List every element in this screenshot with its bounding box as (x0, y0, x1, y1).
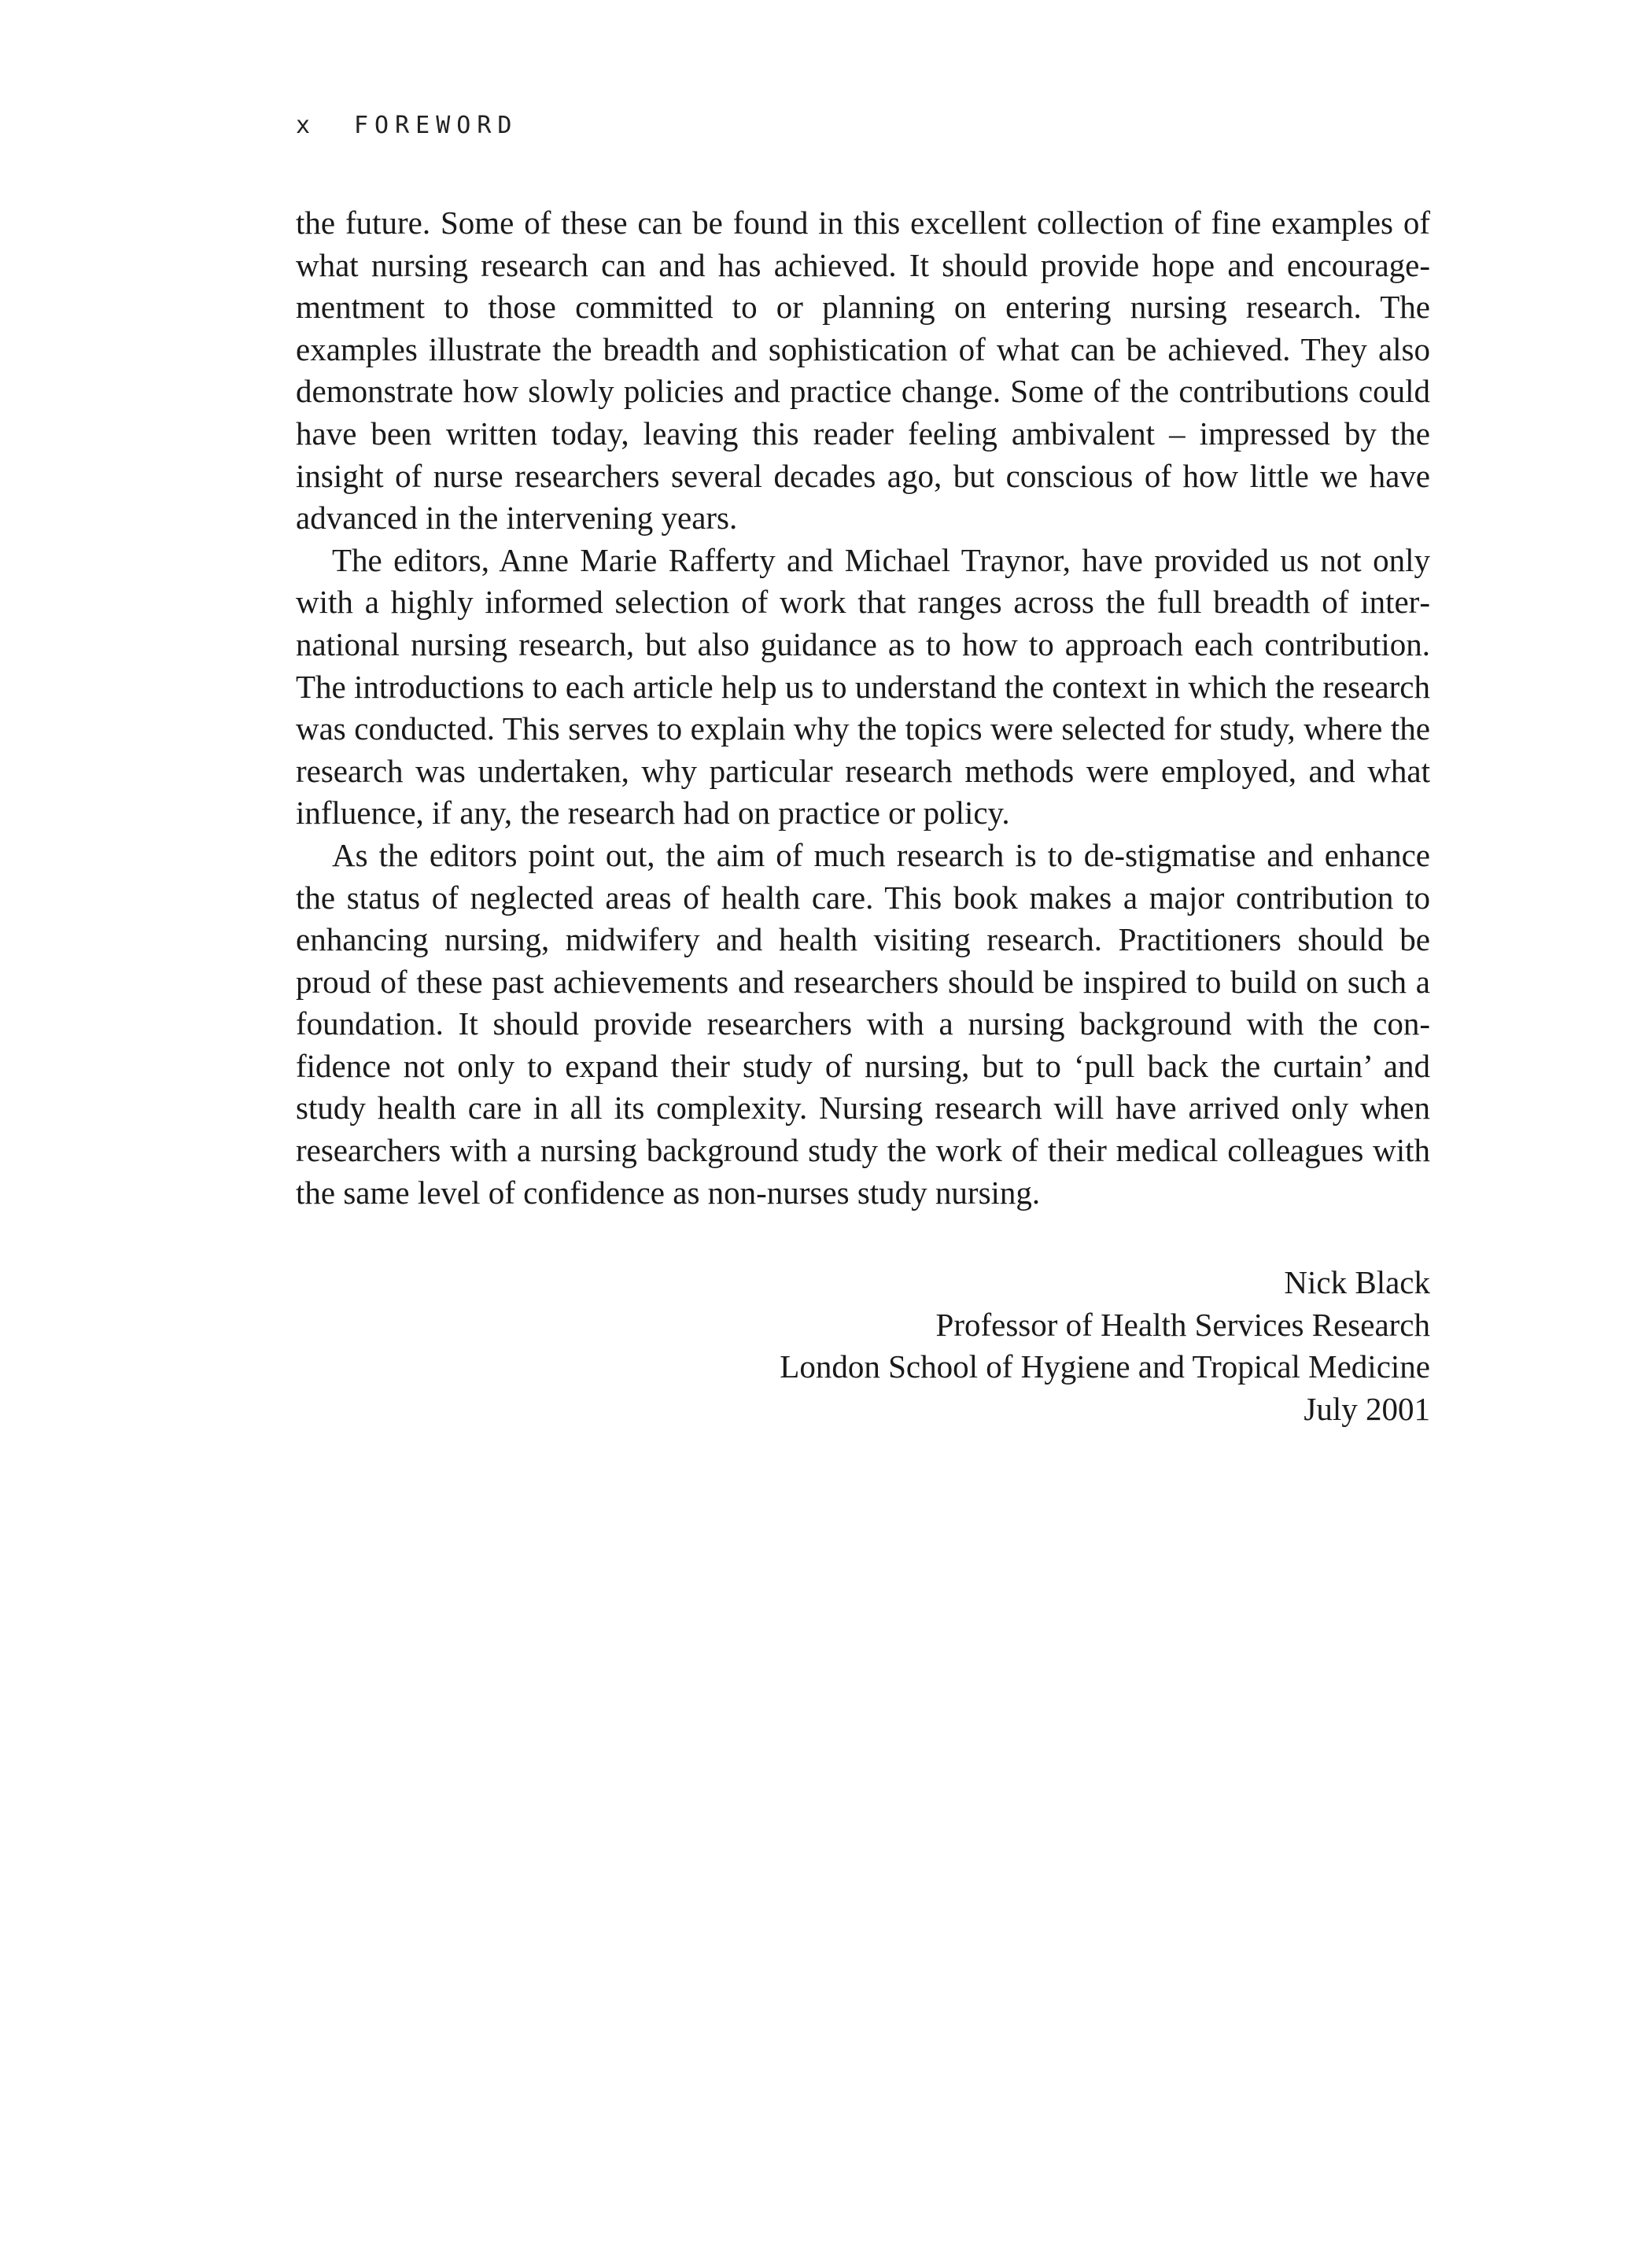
author-name: Nick Black (1284, 1264, 1430, 1300)
running-head (296, 112, 518, 139)
foreword-body (296, 202, 1430, 1214)
paragraph-3: As the editors point out, the aim of much research is to de-stigmatise and enhance the status of neglected areas of health care. This book makes a major contribution to enhancing nursing, midwifery and health visiting research. Practitioners should be proud of these past achievements and researchers should be inspired to build on such a foundation. It should provide researchers with a nursing background with the confidence not only to expand their study of nursing, but to ‘pull back the curtain’ and study health care in all its complexity. Nursing research will have arrived only when researchers with a nursing background study the work of their medical colleagues with the same level of confidence as non-nurses study nursing. (296, 836, 1430, 1211)
page-number: x (296, 112, 311, 139)
signature-block (780, 1262, 1430, 1430)
section-title: FOREWORD (354, 112, 518, 139)
paragraph-1: the future. Some of these can be found in this excellent collection of fine examples of what nursing research can and has achieved. It should provide hope and encouragementment to those committed to or planning on entering nursing research. The examples illustrate the breadth and sophistication of what can be achieved. They also demonstrate how slowly policies and practice change. Some of the contributions could have been written today, leaving this reader feeling ambivalent – impressed by the insight of nurse researchers several decades ago, but conscious of how little we have advanced in the intervening years. (296, 205, 1430, 537)
paragraph-2: The editors, Anne Marie Rafferty and Michael Traynor, have provided us not only with a highly informed selection of work that ranges across the full breadth of international nursing research, but also guidance as to how to approach each contribution. The introductions to each article help us to understand the context in which the research was conducted. This serves to explain why the topics were selected for study, where the research was undertaken, why particular research methods were employed, and what influence, if any, the research had on practice or policy. (296, 541, 1430, 832)
author-institution: London School of Hygiene and Tropical Medicine (780, 1348, 1430, 1385)
foreword-date: July 2001 (1304, 1390, 1430, 1427)
author-title: Professor of Health Services Research (935, 1306, 1430, 1343)
